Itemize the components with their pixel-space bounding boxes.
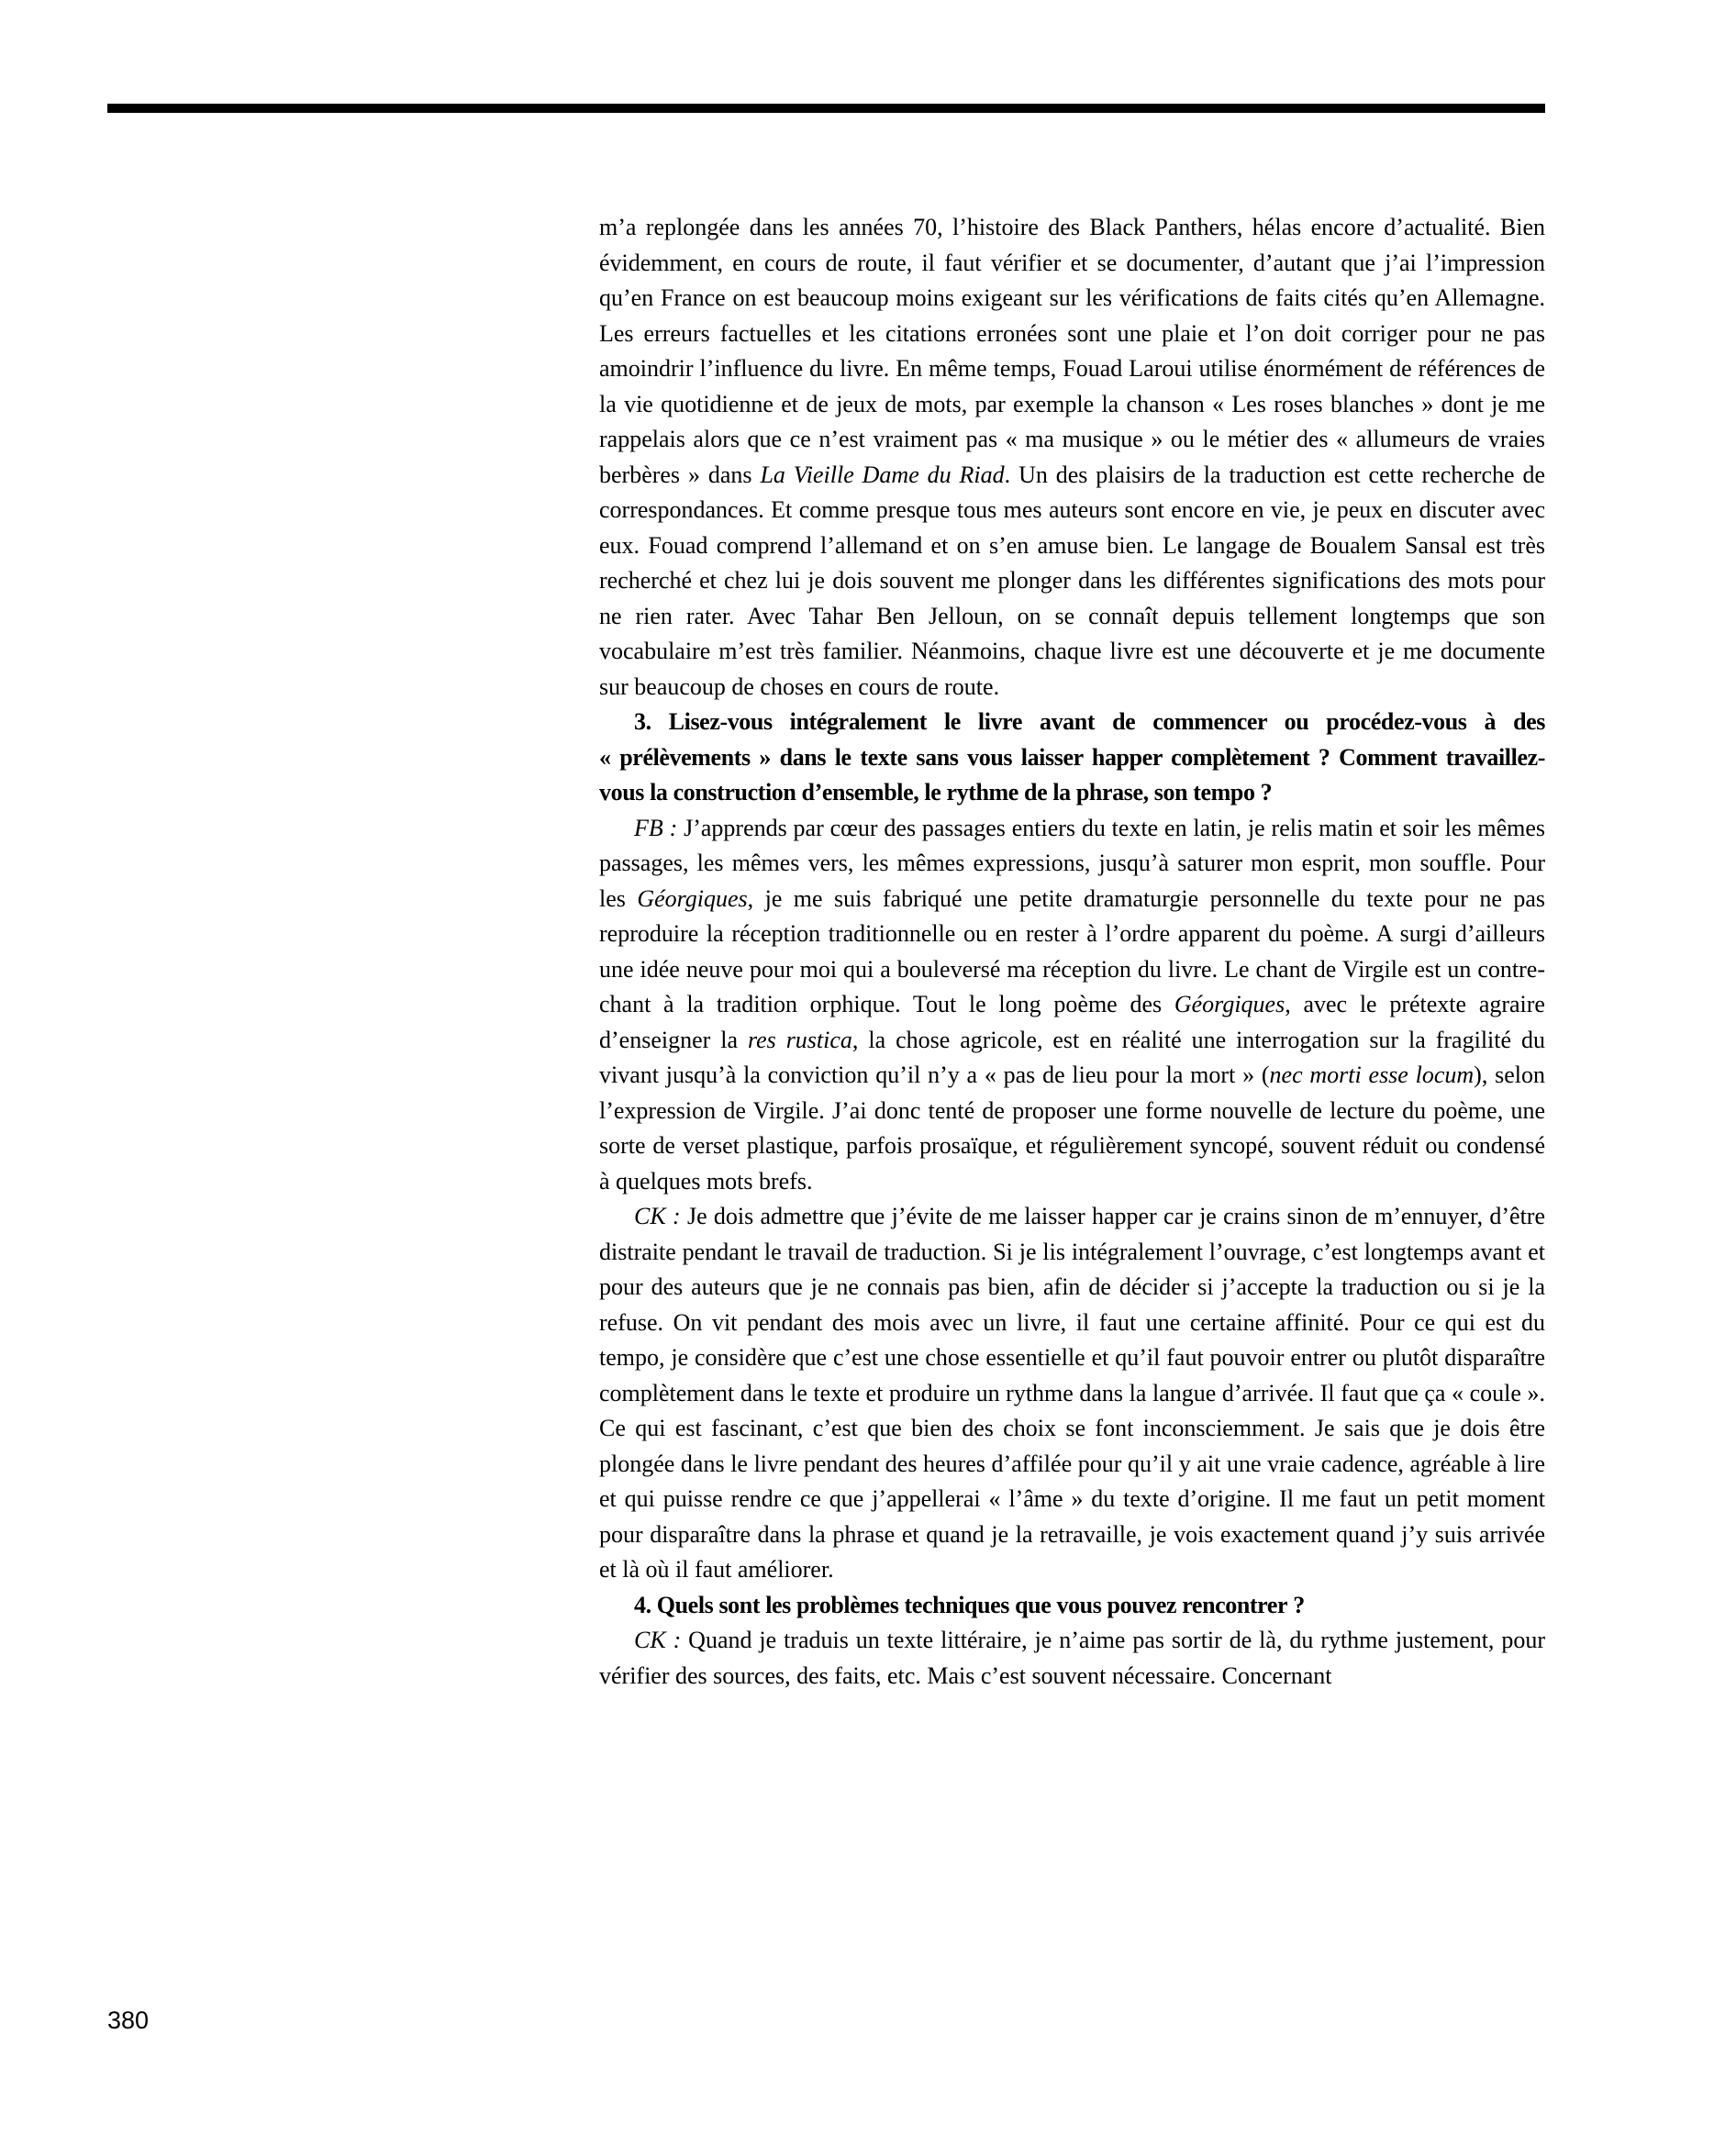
text-segment: , je me suis fabriqué une petite dramaturgie personnelle du texte pour ne pas reproduire la réception traditionnelle ou en rester à l’ordre apparent du poème. A surgi d’ailleurs une idée neuve pour moi qui a bouleversé ma réception du livre. Le chant de Virgile est un contre-chant à la tradition orphique. Tout le long poème des	[599, 884, 1545, 1017]
text-segment: Je dois admettre que j’évite de me laisser happer car je crains sinon de m’ennuyer, d’être distraite pendant le travail de traduction. Si je lis intégralement l’ouvrage, c’est longtemps avant et pour des auteurs que je ne connais pas bien, afin de décider si j’accepte la traduction ou si je la refuse. On vit pendant des mois avec un livre, il faut une certaine affinité. Pour ce qui est du tempo, je considère que c’est une chose essentielle et qu’il faut pouvoir entrer ou plutôt disparaître complètement dans le texte et produire un rythme dans la langue d’arrivée. Il faut que ça « coule ». Ce qui est fascinant, c’est que bien des choix se font inconsciemment. Je sais que je dois être plongée dans le livre pendant des heures d’affilée pour qu’il y ait une vraie cadence, agréable à lire et qui puisse rendre ce que j’appellerai « l’âme » du texte d’origine. Il me faut un petit moment pour disparaître dans la phrase et quand je la retravaille, je vois exactement quand j’y suis arrivée et là où il faut améliorer.	[599, 1203, 1546, 1583]
text-segment: , avec le prétexte agraire d’enseigner la	[599, 991, 1545, 1053]
speaker-tag-fb: FB :	[634, 814, 684, 841]
latin-term-italic: res rustica	[747, 1026, 852, 1053]
latin-quote-italic: nec morti esse locum	[1269, 1061, 1475, 1088]
text-column	[599, 210, 1545, 1694]
answer-fb-q3	[599, 811, 1545, 1200]
question-3-text: 3. Lisez-vous intégralement le livre avant de commencer ou procédez-vous à des « prélèvements » dans le texte sans vous laisser happer complètement ? Comment travaillez-vous la construction d’ensemble, le rythme de la phrase, son tempo ?	[599, 708, 1545, 806]
book-title-italic: La Vieille Dame du Riad	[760, 461, 1005, 488]
text-segment: m’a replongée dans les années 70, l’histoire des Black Panthers, hélas encore d’actualité. Bien évidemment, en cours de route, il faut vérifier et se documenter, d’autant que j’ai l’impression qu’en France on est beaucoup moins exigeant sur les vérifications de faits cités qu’en Allemagne. Les erreurs factuelles et les citations erronées sont une plaie et l’on doit corriger pour ne pas amoindrir l’influence du livre. En même temps, Fouad Laroui utilise énormément de références de la vie quotidienne et de jeux de mots, par exemple la chanson « Les roses blanches » dont je me rappelais alors que ce n’est vraiment pas « ma musique » ou le métier des « allumeurs de vraies berbères » dans	[599, 214, 1545, 488]
text-segment: Quand je traduis un texte littéraire, je n’aime pas sortir de là, du rythme justement, pour vérifier des sources, des faits, etc. Mais c’est souvent nécessaire. Concernant	[599, 1627, 1545, 1689]
answer-ck-q3	[599, 1199, 1545, 1588]
question-4-text: 4. Quels sont les problèmes techniques que vous pouvez rencontrer ?	[634, 1591, 1305, 1618]
text-segment: , la chose agricole, est en réalité une interrogation sur la fragilité du vivant jusqu’à la conviction qu’il n’y a « pas de lieu pour la mort » (	[599, 1026, 1545, 1088]
text-segment: J’apprends par cœur des passages entiers du texte en latin, je relis matin et soir les mêmes passages, les mêmes vers, les mêmes expressions, jusqu’à saturer mon esprit, mon souffle. Pour les	[599, 814, 1545, 912]
page-number: 380	[107, 2006, 150, 2034]
header-rule	[107, 104, 1545, 113]
speaker-tag-ck: CK :	[634, 1203, 687, 1229]
speaker-tag-ck: CK :	[634, 1627, 689, 1653]
question-4-heading	[599, 1588, 1545, 1624]
paragraph-continuation	[599, 210, 1545, 705]
question-3-heading	[599, 705, 1545, 811]
work-title-italic: Géorgiques	[1174, 991, 1285, 1017]
text-segment: ), selon l’expression de Virgile. J’ai donc tenté de proposer une forme nouvelle de lecture du poème, une sorte de verset plastique, parfois prosaïque, et régulièrement syncopé, souvent réduit ou condensé à quelques mots brefs.	[599, 1061, 1545, 1195]
text-segment: . Un des plaisirs de la traduction est cette recherche de correspondances. Et comme presque tous mes auteurs sont encore en vie, je peux en discuter avec eux. Fouad comprend l’allemand et on s’en amuse bien. Le langage de Boualem Sansal est très recherché et chez lui je dois souvent me plonger dans les différentes significations des mots pour ne rien rater. Avec Tahar Ben Jelloun, on se connaît depuis tellement longtemps que son vocabulaire m’est très familier. Néanmoins, chaque livre est une découverte et je me documente sur beaucoup de choses en cours de route.	[599, 461, 1545, 700]
work-title-italic: Géorgiques	[637, 884, 748, 912]
answer-ck-q4	[599, 1623, 1545, 1694]
